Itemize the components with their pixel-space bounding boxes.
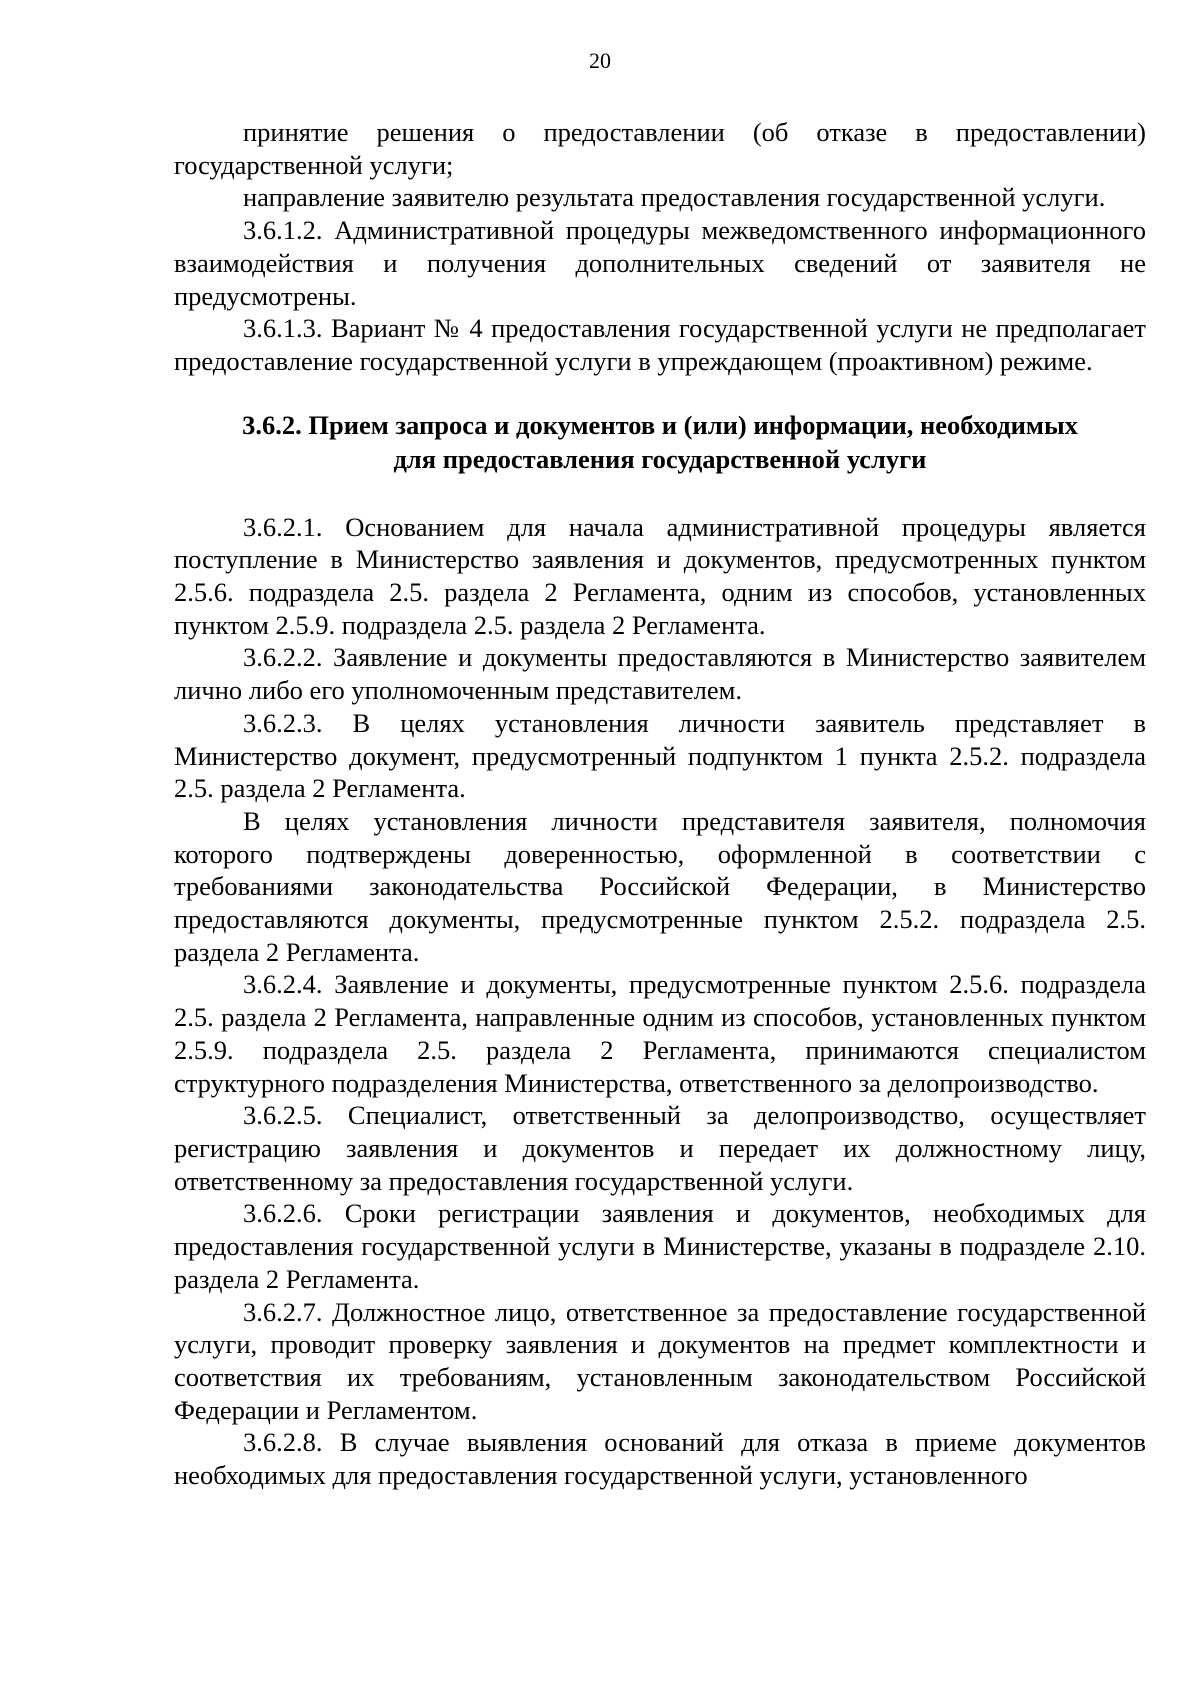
paragraph: 3.6.2.2. Заявление и документы предоставляются в Министерство заявителем лично либо его уполномоченным представителем. (174, 642, 1146, 706)
section-heading-line-1: 3.6.2. Прием запроса и документов и (или) информации, необходимых (242, 409, 1078, 440)
paragraph: В целях установления личности представителя заявителя, полномочия которого подтверждены доверенностью, оформленной в соответствии с требованиями законодательства Российской Федерации, в Министерство предоставляются документы, предусмотренные пунктом 2.5.2. подраздела 2.5. раздела 2 Регламента. (174, 805, 1146, 967)
paragraph: направление заявителю результата предоставления государственной услуги. (243, 182, 1106, 213)
page-number: 20 (589, 48, 611, 73)
paragraph: 3.6.2.3. В целях установления личности заявитель представляет в Министерство документ, предусмотренный подпунктом 1 пункта 2.5.2. подраздела 2.5. раздела 2 Регламента. (174, 707, 1146, 804)
section-heading-line-2: для предоставления государственной услуги (393, 443, 927, 474)
paragraph: 3.6.2.4. Заявление и документы, предусмотренные пунктом 2.5.6. подраздела 2.5. раздела 2 Регламента, направленные одним из способов, установленных пунктом 2.5.9. подраздела 2.5. раздела 2 Регламента, принимаются специалистом структурного подразделения Министерства, ответственного за делопроизводство. (174, 969, 1146, 1098)
section-heading (174, 408, 1146, 476)
paragraph: принятие решения о предоставлении (об отказе в предоставлении) государственной услуги; (174, 117, 1146, 180)
paragraph: 3.6.2.6. Сроки регистрации заявления и документов, необходимых для предоставления государственной услуги в Министерстве, указаны в подразделе 2.10. раздела 2 Регламента. (174, 1198, 1146, 1294)
paragraph: 3.6.2.8. В случае выявления оснований для отказа в приеме документов необходимых для предоставления государственной услуги, установленного (174, 1427, 1146, 1491)
paragraph: 3.6.2.5. Специалист, ответственный за делопроизводство, осуществляет регистрацию заявления и документов и передает их должностному лицу, ответственному за предоставления государственной услуги. (174, 1100, 1146, 1196)
document-body (174, 116, 1146, 1492)
paragraph: 3.6.1.2. Административной процедуры межведомственного информационного взаимодействия и получения дополнительных сведений от заявителя не предусмотрены. (174, 215, 1146, 311)
paragraph: 3.6.1.3. Вариант № 4 предоставления государственной услуги не предполагает предоставление государственной услуги в упреждающем (проактивном) режиме. (174, 313, 1146, 376)
paragraph: 3.6.2.1. Основанием для начала административной процедуры является поступление в Министерство заявления и документов, предусмотренных пунктом 2.5.6. подраздела 2.5. раздела 2 Регламента, одним из способов, установленных пунктом 2.5.9. подраздела 2.5. раздела 2 Регламента. (174, 511, 1146, 640)
paragraph: 3.6.2.7. Должностное лицо, ответственное за предоставление государственной услуги, проводит проверку заявления и документов на предмет комплектности и соответствия их требованиям, установленным законодательством Российской Федерации и Регламентом. (174, 1296, 1146, 1425)
